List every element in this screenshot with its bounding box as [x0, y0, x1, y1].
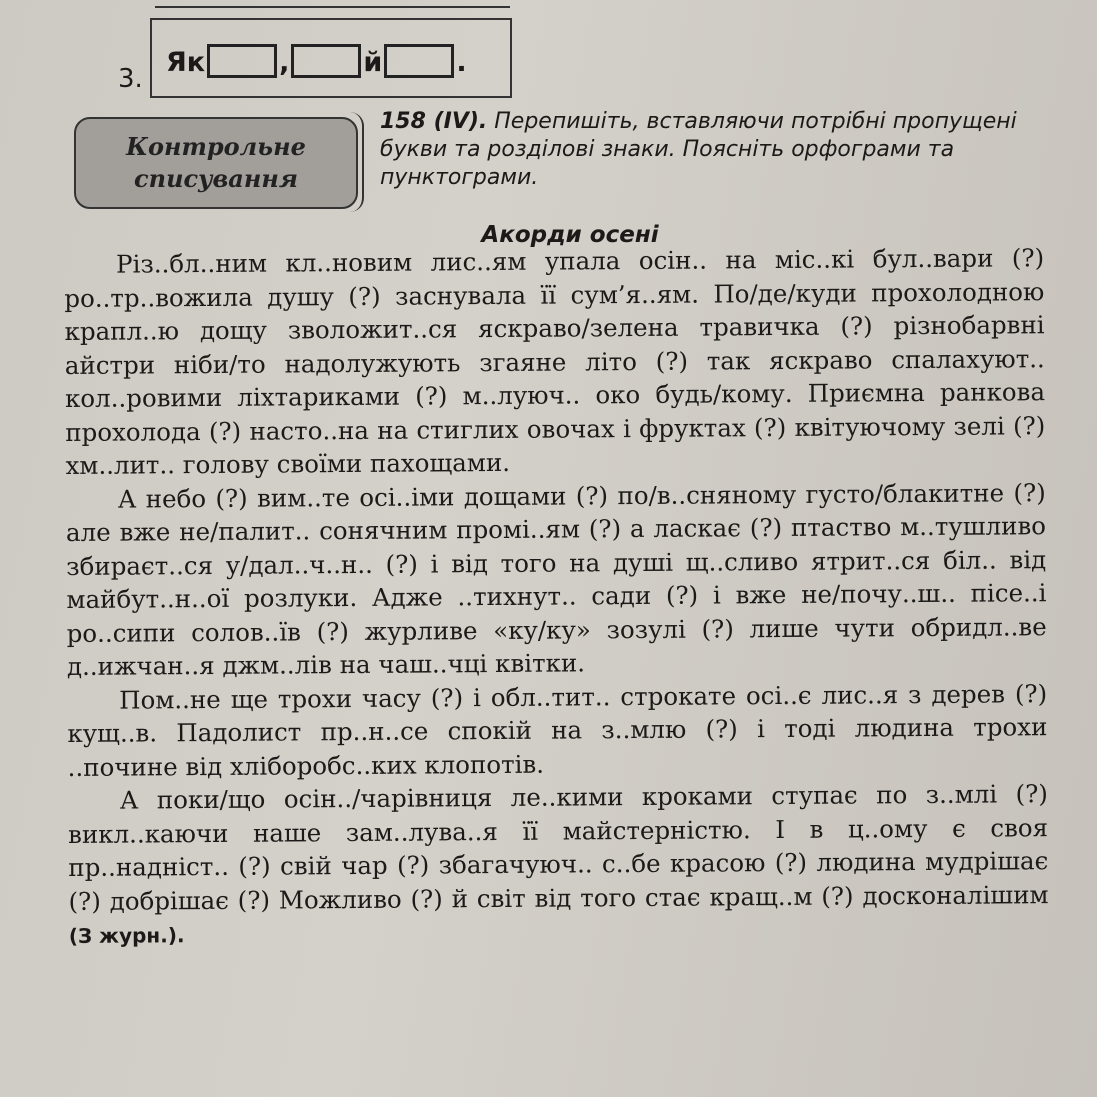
exercise-text: [64, 241, 1049, 953]
text-title: Акорди осені: [481, 222, 659, 248]
badge-line-1: Контрольне: [126, 132, 306, 161]
scheme-word: Як: [166, 47, 206, 78]
source-note: (З журн.).: [68, 923, 185, 948]
sentence-scheme: [166, 44, 467, 78]
badge-bracket: [348, 112, 364, 212]
scheme-letter: й: [363, 47, 383, 78]
exercise-instruction-text: Перепишіть, вставляючи потрібні пропущені букви та розділові знаки. Поясніть орфограми та пунктограми.: [380, 109, 1017, 190]
paragraph-4-text: А поки/що осін../чарівниця ле..кими кроками ступає по з..млі (?) викл..каючи наше зам..лува..я її майстерністю. І в ц..ому є своя пр..надніст.. (?) свій чар (?) збагачуюч.. с..бе красою (?) людина мудрішає (?) добрішає (?) Можливо (?) й світ від того стає кращ..м (?) досконалішим: [67, 779, 1049, 916]
exercise-number: 158 (IV).: [380, 109, 488, 134]
scheme-comma: ,: [279, 47, 290, 78]
paragraph-2: А небо (?) вим..те осі..іми дощами (?) по/в..сняному густо/блакитне (?) але вже не/палит.. сонячним промі..ям (?) а ласкає (?) птаство м..тушливо збираєт..ся у/дал..ч..н.. (?) і від того на душі щ..сливо ятрит..ся біл.. від майбут..н..ої розлуки. Адже ..тихнут.. сади (?) і вже не/почу..ш.. пісе..і ро..сипи солов..їв (?) журливе «ку/ку» зозулі (?) лише чути обридл..ве д..ижчан..я джм..лів на чаш..чці квітки.: [65, 477, 1047, 681]
paragraph-1: Різ..бл..ним кл..новим лис..ям упала осін.. на міс..кі бул..вари (?) ро..тр..вожила душу (?) заснувала її сум’я..ям. По/де/куди прохолодною крапл..ю дощу зволожит..ся яскраво/зелена травичка (?) різнобарвні айстри ніби/то надолужують згаяне літо (?) так яскраво спалахуют.. кол..ровими ліхтариками (?) м..луюч.. око будь/кому. Приємна ранкова прохолода (?) насто..на на стиглих овочах і фруктах (?) квітуючому зелі (?) хм..лит.. голову своїми пахощами.: [64, 243, 1046, 480]
paragraph-3: Пом..не ще трохи часу (?) і обл..тит.. строкате осі..є лис..я з дерев (?) кущ..в. Падолист пр..н..се спокій на з..млю (?) і тоді людина трохи ..почине від хліборобс..ких клопотів.: [67, 678, 1048, 782]
top-rule: [155, 0, 510, 8]
paragraph-4: [68, 777, 1049, 953]
scheme-period: .: [456, 47, 467, 78]
exercise-instruction: [380, 108, 1020, 192]
task-3-number: 3.: [118, 64, 143, 94]
badge-line-2: списування: [134, 164, 298, 193]
scheme-box-3: [384, 44, 454, 78]
section-badge: [74, 117, 358, 209]
scheme-box-1: [207, 44, 277, 78]
scheme-box-2: [291, 44, 361, 78]
